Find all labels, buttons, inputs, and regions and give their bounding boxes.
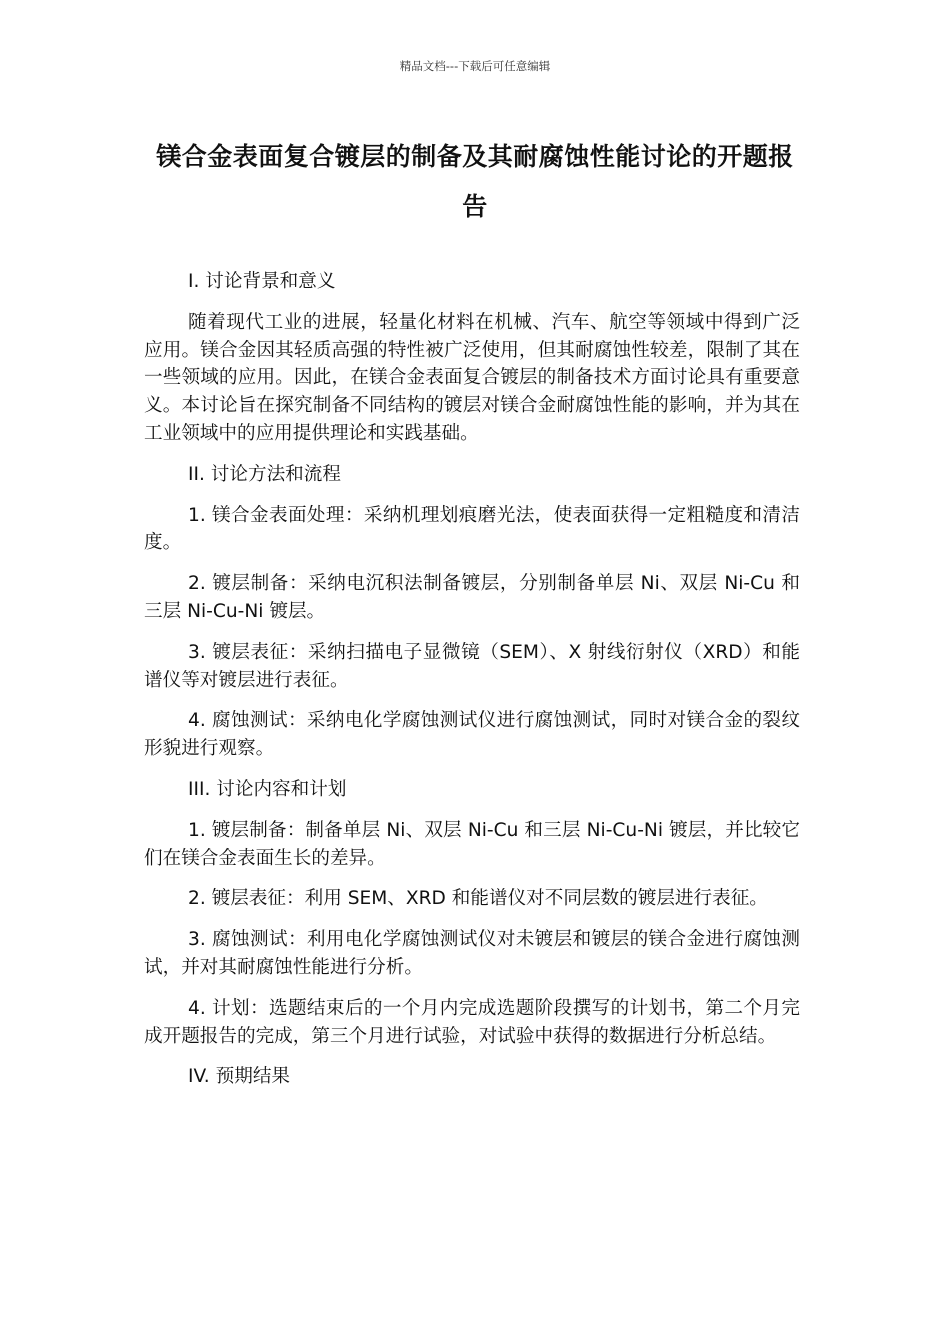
plan-item-1: 1. 镀层制备：制备单层 Ni、双层 Ni-Cu 和三层 Ni-Cu-Ni 镀层，并比较它们在镁合金表面生长的差异。 [144,819,800,869]
section-heading-content-plan: III. 讨论内容和计划 [188,778,347,800]
plan-item-4: 4. 计划：选题结束后的一个月内完成选题阶段撰写的计划书，第二个月完成开题报告的完成，第三个月进行试验，对试验中获得的数据进行分析总结。 [144,997,800,1047]
methods-item-1: 1. 镁合金表面处理：采纳机理划痕磨光法，使表面获得一定粗糙度和清洁度。 [144,504,800,554]
background-paragraph: 随着现代工业的进展，轻量化材料在机械、汽车、航空等领域中得到广泛应用。镁合金因其轻质高强的特性被广泛使用，但其耐腐蚀性较差，限制了其在一些领域的应用。因此，在镁合金表面复合镀层的制备技术方面讨论具有重要意义。本讨论旨在探究制备不同结构的镀层对镁合金耐腐蚀性能的影响，并为其在工业领域中的应用提供理论和实践基础。 [144,311,800,444]
methods-item-4: 4. 腐蚀测试：采纳电化学腐蚀测试仪进行腐蚀测试，同时对镁合金的裂纹形貌进行观察。 [144,710,800,760]
document-body [144,268,800,1104]
methods-item-3: 3. 镀层表征：采纳扫描电子显微镜（SEM）、X 射线衍射仪（XRD）和能谱仪等对镀层进行表征。 [144,641,800,691]
section-heading-expected-results: IV. 预期结果 [188,1066,291,1088]
section-heading-background: I. 讨论背景和意义 [188,271,336,292]
methods-item-2: 2. 镀层制备：采纳电沉积法制备镀层，分别制备单层 Ni、双层 Ni-Cu 和三层 Ni-Cu-Ni 镀层。 [144,573,800,622]
section-heading-methods: II. 讨论方法和流程 [188,463,341,485]
document-title: 镁合金表面复合镀层的制备及其耐腐蚀性能讨论的开题报告 [156,142,794,221]
header-note: 精品文档---下载后可任意编辑 [399,59,551,73]
plan-item-3: 3. 腐蚀测试：利用电化学腐蚀测试仪对未镀层和镀层的镁合金进行腐蚀测试，并对其耐腐蚀性能进行分析。 [144,929,800,978]
plan-item-2: 2. 镀层表征：利用 SEM、XRD 和能谱仪对不同层数的镀层进行表征。 [188,888,768,910]
